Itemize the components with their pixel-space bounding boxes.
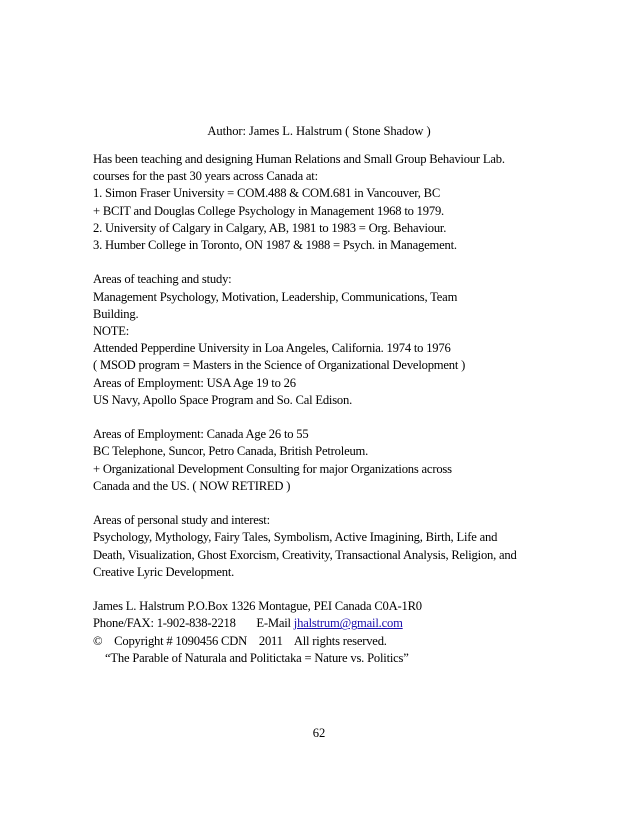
text-line: 3. Humber College in Toronto, ON 1987 & 1988 = Psych. in Management. (93, 238, 457, 253)
text-line: Areas of Employment: USA Age 19 to 26 (93, 375, 296, 390)
body-text (93, 151, 563, 667)
contact-block (93, 598, 563, 667)
text-line: + Organizational Development Consulting for major Organizations across (93, 461, 452, 476)
email-link[interactable]: jhalstrum@gmail.com (293, 616, 403, 631)
text-line: Psychology, Mythology, Fairy Tales, Symbolism, Active Imagining, Birth, Life and (93, 530, 498, 545)
phone-email-line (93, 615, 563, 632)
page-number: 62 (312, 726, 326, 740)
text-line: Death, Visualization, Ghost Exorcism, Creativity, Transactional Analysis, Religion, and (93, 547, 517, 562)
paragraph-gap (93, 581, 563, 598)
text-line: Creative Lyric Development. (93, 564, 235, 579)
teaching-history-paragraph (93, 151, 563, 254)
paragraph-gap (93, 254, 563, 271)
text-line: Areas of personal study and interest: (93, 513, 270, 528)
personal-interest-paragraph (93, 512, 563, 581)
text-line: NOTE: (93, 324, 130, 339)
text-line: 2. University of Calgary in Calgary, AB, 1981 to 1983 = Org. Behaviour. (93, 220, 447, 235)
text-line: US Navy, Apollo Space Program and So. Cal Edison. (93, 392, 353, 407)
text-line: 1. Simon Fraser University = COM.488 & COM.681 in Vancouver, BC (93, 186, 441, 201)
text-line: ( MSOD program = Masters in the Science of Organizational Development ) (93, 358, 466, 373)
paragraph-gap (93, 495, 563, 512)
address-line: James L. Halstrum P.O.Box 1326 Montague, PEI Canada C0A-1R0 (93, 599, 422, 614)
paragraph-gap (93, 409, 563, 426)
text-line: BC Telephone, Suncor, Petro Canada, British Petroleum. (93, 444, 369, 459)
text-line: Canada and the US. ( NOW RETIRED ) (93, 478, 291, 493)
text-line: Areas of Employment: Canada Age 26 to 55 (93, 427, 309, 442)
text-line: Management Psychology, Motivation, Leadership, Communications, Team (93, 289, 458, 304)
text-line: Attended Pepperdine University in Loa Angeles, California. 1974 to 1976 (93, 341, 451, 356)
phone-label: Phone/FAX: 1-902-838-2218 E-Mail (93, 616, 294, 631)
text-line: courses for the past 30 years across Canada at: (93, 169, 318, 184)
text-line: + BCIT and Douglas College Psychology in Management 1968 to 1979. (93, 203, 445, 218)
author-line: Author: James L. Halstrum ( Stone Shadow ) (207, 124, 431, 138)
text-line: Areas of teaching and study: (93, 272, 232, 287)
parable-title-line: “The Parable of Naturala and Politictaka = Nature vs. Politics” (105, 650, 409, 665)
text-line: Has been teaching and designing Human Relations and Small Group Behaviour Lab. (93, 152, 505, 166)
copyright-line: © Copyright # 1090456 CDN 2011 All rights reserved. (93, 633, 387, 648)
text-line: Building. (93, 306, 139, 321)
areas-of-study-paragraph (93, 271, 563, 409)
employment-canada-paragraph (93, 426, 563, 495)
